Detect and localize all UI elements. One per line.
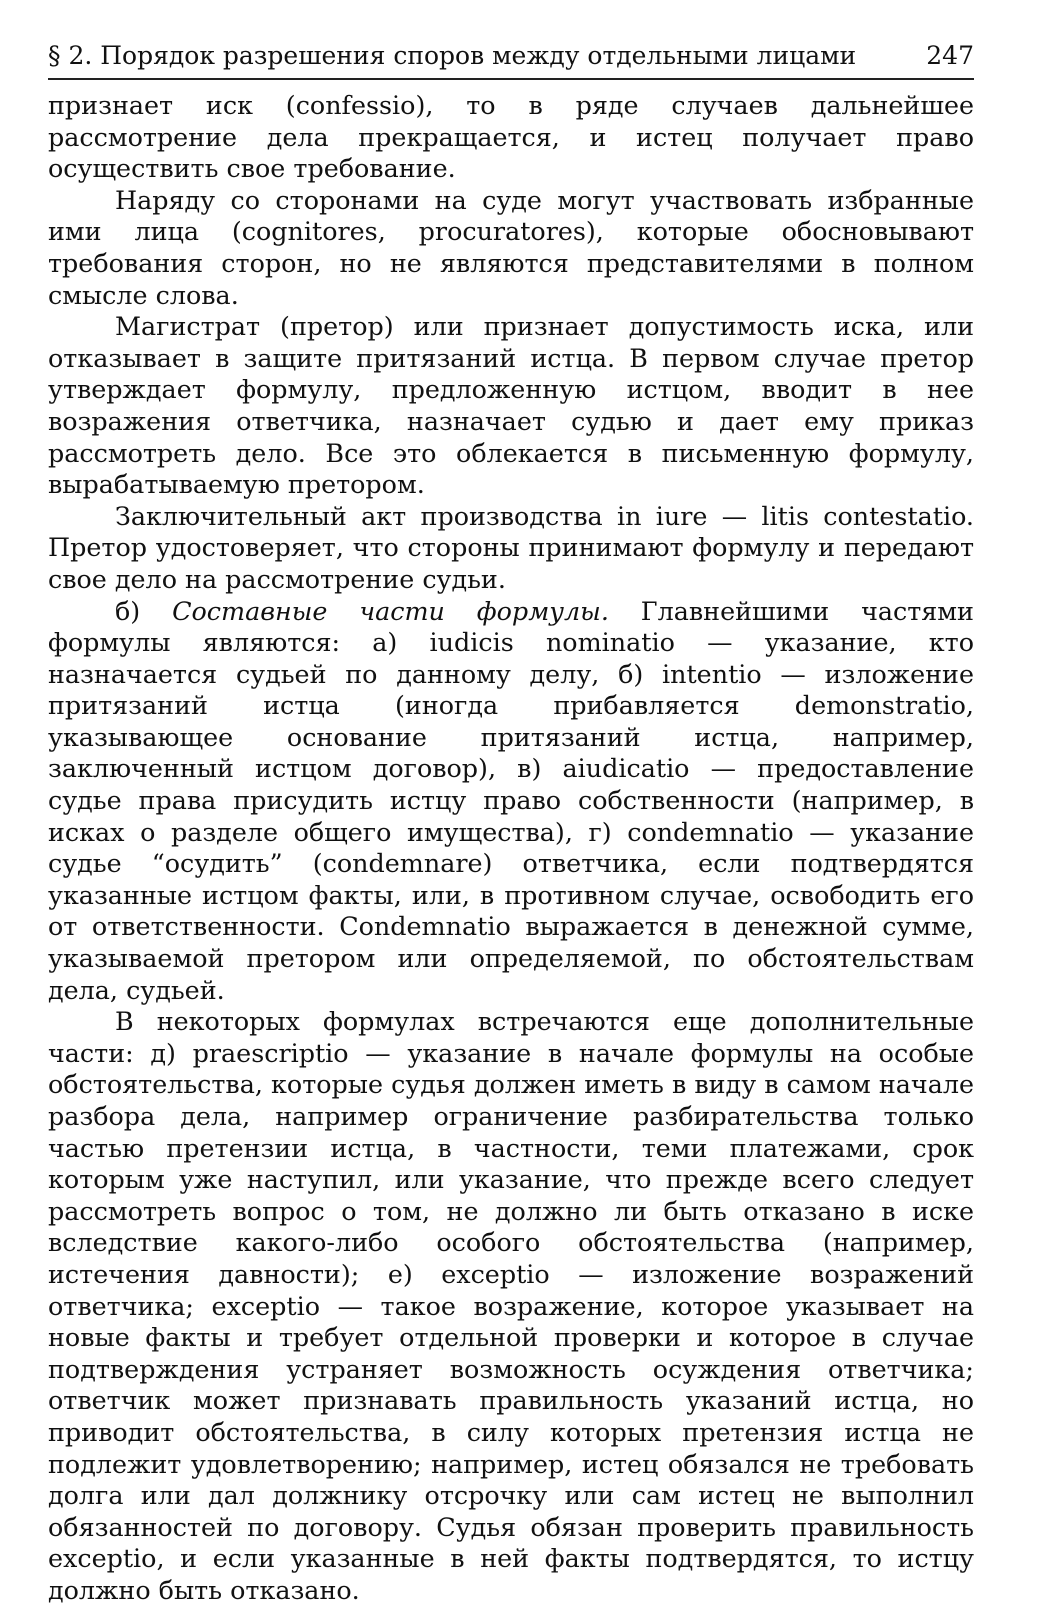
book-page xyxy=(48,38,974,1607)
body-text xyxy=(48,90,974,1607)
paragraph-representatives xyxy=(48,185,974,311)
paragraph-text: Главнейшими частями формулы являются: а) iudicis nominatio — указание, кто назначается судьей по данному делу, б) intentio — изложение притязаний истца (иногда прибавляется demonstratio, указывающее основание притязаний истца, например, заключенный истцом договор), в) aiudicatio — предоставление судье права присудить истцу право собственности (например, в исках о разделе общего имущества), г) condemnatio — указание судье “осудить” (condemnare) ответчика, если подтвердятся указанные истцом факты, или, в противном случае, освободить его от ответственности. Condemnatio выражается в денежной сумме, указываемой претором или определяемой, по обстоятельствам дела, судьей. xyxy=(48,595,974,1005)
running-header xyxy=(48,38,974,80)
paragraph-litis-contestatio xyxy=(48,501,974,596)
paragraph-additional-parts xyxy=(48,1006,974,1606)
section-title: § 2. Порядок разрешения споров между отдельными лицами xyxy=(48,41,857,70)
paragraph-magistrate xyxy=(48,311,974,501)
paragraph-lead: б) xyxy=(115,595,173,626)
paragraph-text: признает иск (confessio), то в ряде случаев дальнейшее рассмотрение дела прекращается, и истец получает право осуществить свое требование. xyxy=(48,90,974,184)
paragraph-text: Наряду со сторонами на суде могут участвовать избранные ими лица (cognitores, procuratores), которые обосновывают требования сторон, но не являются представителями в полном смысле слова. xyxy=(48,184,974,310)
paragraph-text: Магистрат (претор) или признает допустимость иска, или отказывает в защите притязаний истца. В первом случае претор утверждает формулу, предложенную истцом, вводит в нее возражения ответчика, назначает судью и дает ему приказ рассмотреть дело. Все это облекается в письменную формулу, вырабатываемую претором. xyxy=(48,311,974,500)
paragraph-formula-parts xyxy=(48,596,974,1007)
paragraph-text: Заключительный акт производства in iure — litis contestatio. Претор удостоверяет, что стороны принимают формулу и передают свое дело на рассмотрение судьи. xyxy=(48,500,974,594)
page-number: 247 xyxy=(926,41,974,70)
paragraph-continuation xyxy=(48,90,974,185)
subsection-heading: Составные части формулы. xyxy=(172,595,609,626)
paragraph-text: В некоторых формулах встречаются еще дополнительные части: д) praescriptio — указание в начале формулы на особые обстоятельства, которые судья должен иметь в виду в самом начале разбора дела, например ограничение разбирательства только частью претензии истца, в частности, теми платежами, срок которым уже наступил, или указание, что прежде всего следует рассмотреть вопрос о том, не должно ли быть отказано в иске вследствие какого-либо особого обстоятельства (например, истечения давности); е) exceptio — изложение возражений ответчика; exceptio — такое возражение, которое указывает на новые факты и требует отдельной проверки и которое в случае подтверждения устраняет возможность осуждения ответчика; ответчик может признавать правильность указаний истца, но приводит обстоятельства, в силу которых претензия истца не подлежит удовлетворению; например, истец обязался не требовать долга или дал должнику отсрочку или сам истец не выполнил обязанностей по договору. Судья обязан проверить правильность exceptio, и если указанные в ней факты подтвердятся, то истцу должно быть отказано. xyxy=(48,1006,975,1605)
